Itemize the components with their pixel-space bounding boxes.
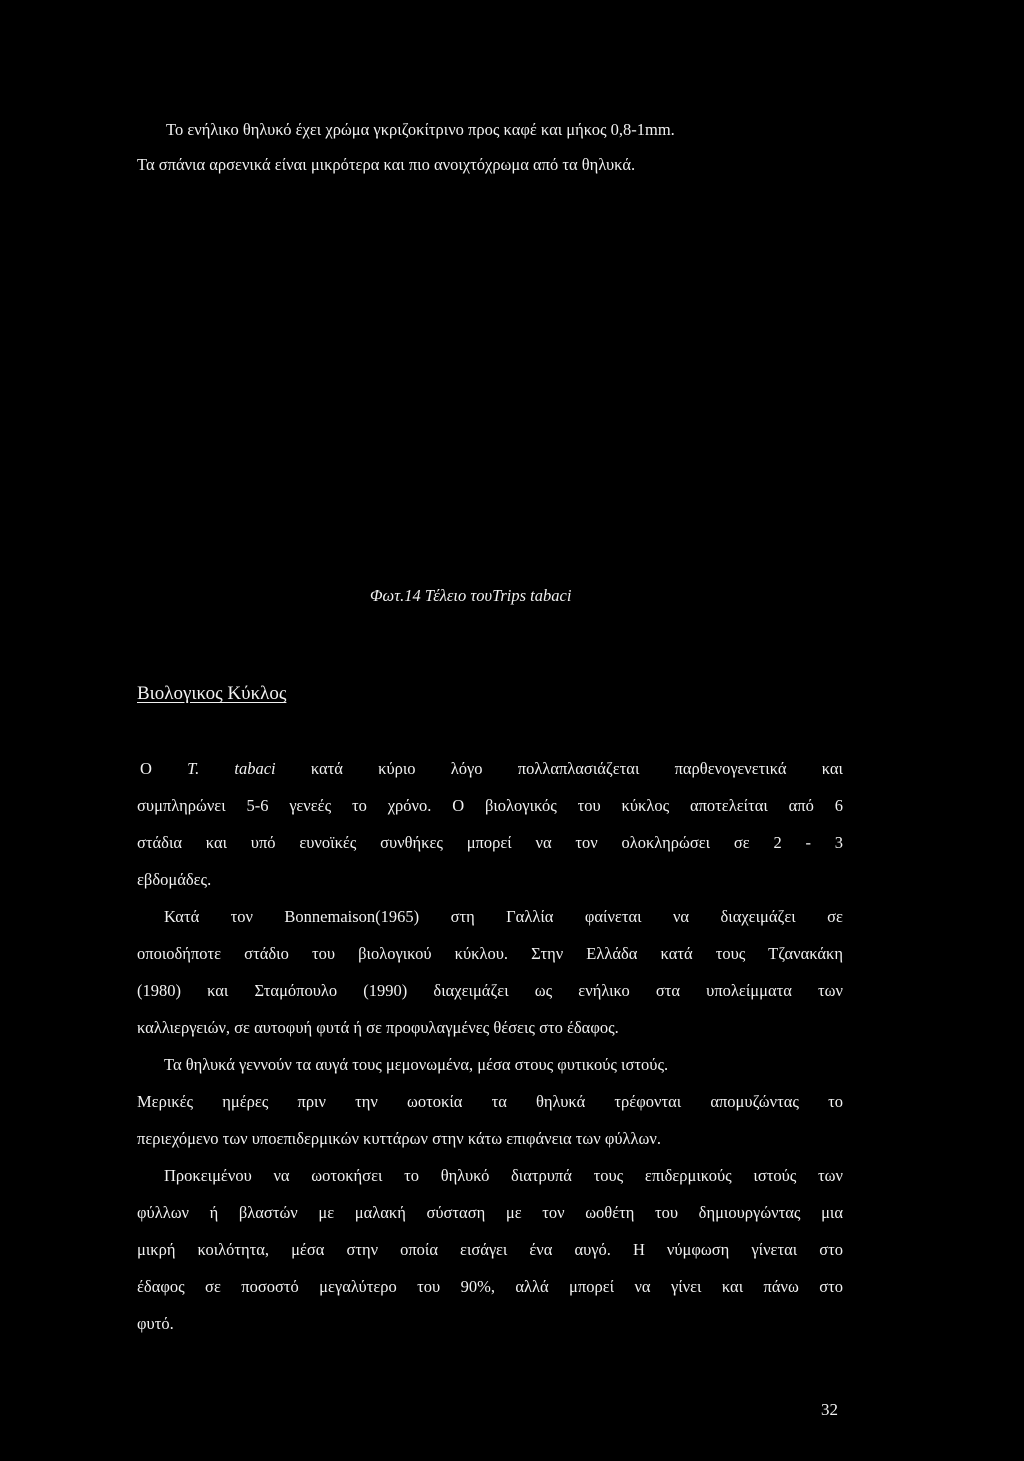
- species-name: T. tabaci: [187, 759, 276, 778]
- figure-caption: Φωτ.14 Τέλειο τουTrips tabaci: [370, 586, 572, 605]
- body-line: στάδια και υπό ευνοϊκές συνθήκες μπορεί να τον ολοκληρώσει σε 2 - 3: [137, 833, 843, 852]
- body-line: Προκειμένου να ωοτοκήσει το θηλυκό διατρυπά τους επιδερμικούς ιστούς των: [164, 1166, 843, 1185]
- body-line: Κατά τον Bonnemaison(1965) στη Γαλλία φαίνεται να διαχειμάζει σε: [164, 907, 843, 926]
- body-line: φύλλων ή βλαστών με μαλακή σύσταση με τον ωοθέτη του δημιουργώντας μια: [137, 1203, 843, 1222]
- intro-line-2: Τα σπάνια αρσενικά είναι μικρότερα και πιο ανοιχτόχρωμα από τα θηλυκά.: [137, 155, 636, 174]
- body-line: μικρή κοιλότητα, μέσα στην οποία εισάγει ένα αυγό. Η νύμφωση γίνεται στο: [137, 1240, 843, 1259]
- body-line: (1980) και Σταμόπουλο (1990) διαχειμάζει ως ενήλικο στα υπολείμματα των: [137, 981, 843, 1000]
- section-heading: Βιολογικος Κύκλος: [137, 683, 287, 704]
- photo-placeholder: [137, 190, 843, 570]
- body-line: συμπληρώνει 5-6 γενεές το χρόνο. Ο βιολογικός του κύκλος αποτελείται από 6: [137, 796, 843, 815]
- body-text: Ο: [140, 759, 188, 778]
- body-line: περιεχόμενο των υποεπιδερμικών κυττάρων στην κάτω επιφάνεια των φύλλων.: [137, 1129, 661, 1148]
- body-line: Μερικές ημέρες πριν την ωοτοκία τα θηλυκά τρέφονται απομυζώντας το: [137, 1092, 843, 1111]
- body-line: έδαφος σε ποσοστό μεγαλύτερο του 90%, αλλά μπορεί να γίνει και πάνω στο: [137, 1277, 843, 1296]
- body-line: εβδομάδες.: [137, 870, 212, 889]
- body-text: κατά κύριο λόγο πολλαπλασιάζεται παρθενογενετικά και: [275, 759, 843, 778]
- page-number: 32: [821, 1400, 838, 1419]
- body-line: Τα θηλυκά γεννούν τα αυγά τους μεμονωμένα, μέσα στους φυτικούς ιστούς.: [164, 1055, 669, 1074]
- body-line: φυτό.: [137, 1314, 174, 1333]
- body-line: [140, 759, 843, 779]
- body-line: οποιοδήποτε στάδιο του βιολογικού κύκλου. Στην Ελλάδα κατά τους Τζανακάκη: [137, 944, 843, 963]
- intro-line-1: Το ενήλικο θηλυκό έχει χρώμα γκριζοκίτρινο προς καφέ και μήκος 0,8-1mm.: [166, 120, 675, 139]
- body-line: καλλιεργειών, σε αυτοφυή φυτά ή σε προφυλαγμένες θέσεις στο έδαφος.: [137, 1018, 619, 1037]
